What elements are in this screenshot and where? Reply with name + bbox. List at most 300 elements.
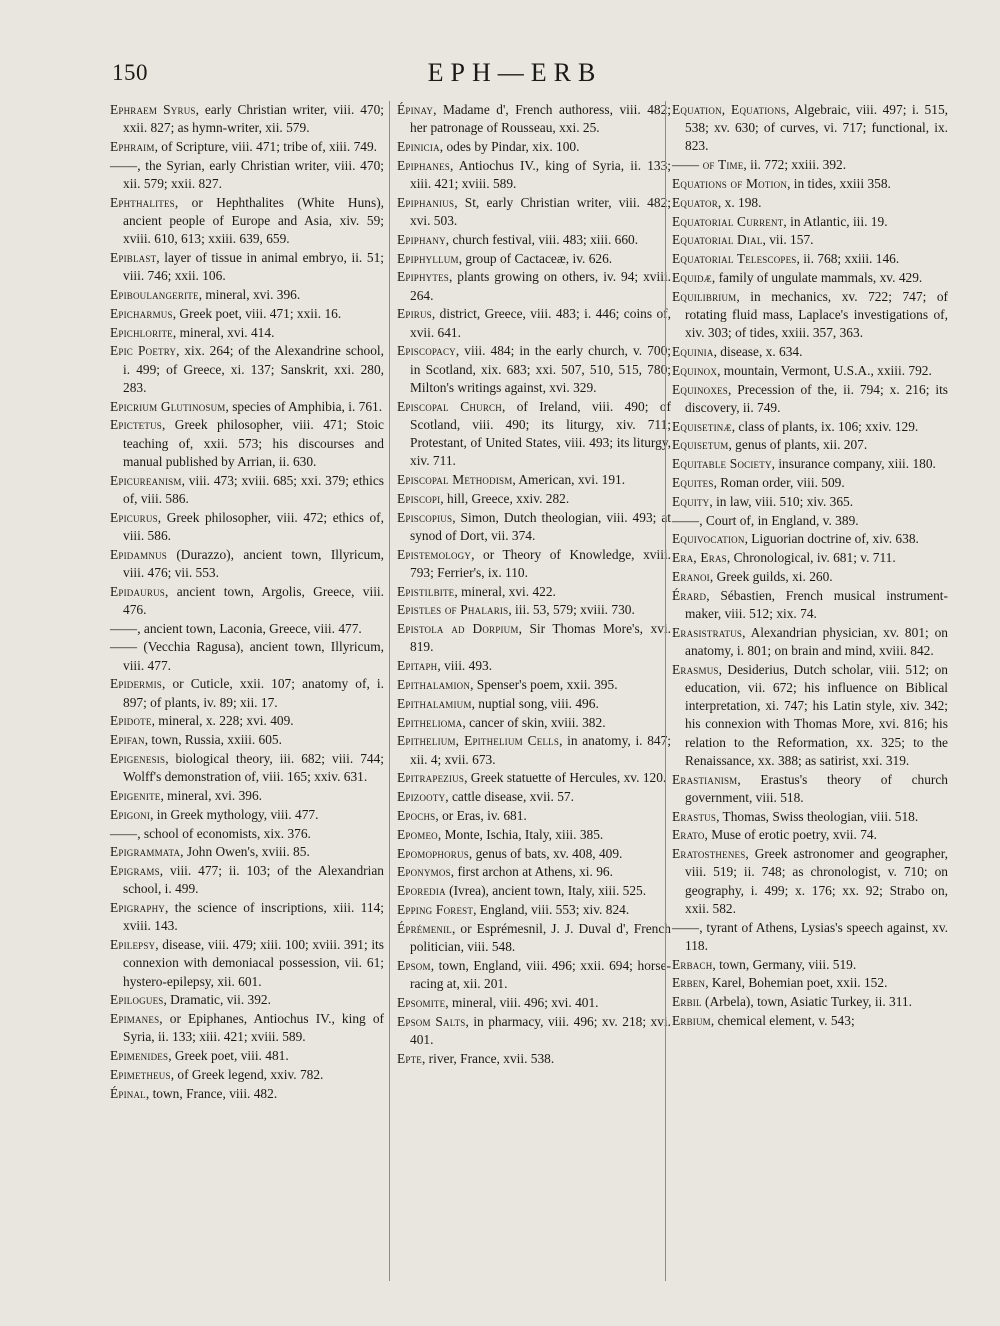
index-entry	[672, 343, 948, 361]
entry-headword: Erben	[672, 975, 706, 991]
index-entry	[397, 863, 671, 881]
entry-references: , Sébastien, French musical instrument-maker, viii. 512; xix. 74.	[685, 587, 948, 621]
index-entry	[110, 750, 384, 786]
entry-headword: Epiphany	[397, 231, 446, 247]
index-entry	[397, 620, 671, 656]
index-entry	[110, 472, 384, 508]
entry-headword: Epifan	[110, 732, 145, 748]
index-entry	[110, 936, 384, 991]
entry-headword: Equilibrium	[672, 288, 737, 304]
entry-headword: Epithelium, Epithelium Cells	[397, 733, 560, 749]
entry-headword: Equinoxes	[672, 381, 728, 397]
index-entry	[110, 1010, 384, 1046]
entry-headword: Epichlorite	[110, 324, 173, 340]
entry-headword: Epicrium Glutinosum	[110, 398, 226, 414]
entry-references: , chemical element, v. 543;	[710, 1012, 855, 1028]
entry-references: , Erastus's theory of church government, viii. 518.	[685, 771, 948, 805]
entry-headword: Erbach	[672, 956, 713, 972]
index-entry	[397, 769, 671, 787]
entry-references: , in Atlantic, iii. 19.	[783, 213, 888, 229]
entry-references: , or Hephthalites (White Huns), ancient people of Europe and Asia, xiv. 59; xviii. 610, 613; xxiii. 639, 659.	[123, 194, 384, 247]
entry-references: , town, France, viii. 482.	[145, 1085, 278, 1101]
entry-references: , town, Russia, xxiii. 605.	[144, 732, 282, 748]
entry-headword: Episcopal Methodism	[397, 472, 513, 487]
entry-references: , river, France, xvii. 538.	[421, 1050, 555, 1066]
index-entry	[110, 249, 384, 285]
entry-references: , Desiderius, Dutch scholar, viii. 512; on education, vii. 672; his influence on Biblical interpretation, xi. 747; his Latin style, xiv. 342; his connexion with Thomas More, xvi. 816; his relation to the Reformation, xx. 325; to the Renaissance, xx. 388; as satirist, xxi. 319.	[685, 661, 948, 768]
entry-references: , Greek poet, viii. 471; xxii. 16.	[172, 305, 342, 321]
entry-headword: Epimanes	[110, 1011, 160, 1027]
index-entry	[672, 288, 948, 343]
entry-headword: Épinay	[397, 102, 434, 117]
entry-references: , Court of, in England, v. 389.	[699, 512, 859, 528]
entry-headword: Epicurus	[110, 509, 158, 525]
entry-headword: Epidamnus	[110, 546, 167, 562]
index-entry	[672, 568, 948, 586]
entry-headword: Eranoi	[672, 568, 710, 584]
entry-headword: Equivocation	[672, 531, 745, 547]
entry-references: , disease, x. 634.	[713, 343, 803, 359]
index-entry	[397, 807, 671, 825]
entry-headword: Epithalamion	[397, 676, 471, 692]
entry-headword: Equatorial Current	[672, 213, 784, 229]
index-entry	[397, 546, 671, 582]
entry-references: , ii. 768; xxiii. 146.	[796, 251, 900, 267]
entry-headword: Epistilbite	[397, 583, 455, 599]
index-entry	[397, 882, 671, 900]
entry-headword: Epictetus	[110, 417, 162, 433]
index-entry	[110, 194, 384, 249]
index-entry	[672, 250, 948, 268]
entry-headword: Equatorial Dial	[672, 232, 763, 248]
index-entry	[672, 771, 948, 807]
entry-references: , church festival, viii. 483; xiii. 660.	[445, 231, 639, 247]
index-entry	[110, 862, 384, 898]
entry-headword: ——	[672, 919, 700, 935]
entry-references: , in tides, xxiii 358.	[787, 176, 891, 191]
index-entry	[397, 398, 671, 471]
entry-headword: Epithalamium	[397, 695, 472, 711]
index-entry	[397, 901, 671, 919]
entry-headword: Equitable Society	[672, 456, 772, 472]
index-entry	[672, 808, 948, 826]
entry-headword: Epochs	[397, 807, 436, 823]
entry-references: , town, England, viii. 496; xxii. 694; horse-racing at, xii. 201.	[410, 957, 671, 991]
index-entry	[672, 845, 948, 918]
entry-references: , Muse of erotic poetry, xvii. 74.	[704, 827, 877, 843]
entry-headword: Epistles of Phalaris	[397, 602, 509, 618]
index-entry	[110, 899, 384, 935]
index-entry	[397, 194, 671, 230]
index-entry	[672, 549, 948, 567]
entry-headword: Epicharmus	[110, 305, 173, 321]
entry-references: , Greek philosopher, viii. 472; ethics of, viii. 586.	[123, 509, 384, 543]
entry-headword: Épinal	[110, 1085, 146, 1101]
entry-references: , insurance company, xiii. 180.	[771, 456, 936, 472]
index-entry	[672, 436, 948, 454]
index-entry	[110, 806, 384, 824]
entry-headword: Epidote	[110, 713, 152, 729]
index-entry	[397, 994, 671, 1012]
entry-references: , Greek astronomer and geographer, viii. 519; ii. 748; as chronologist, v. 710; on geography, i. 499; x. 176; xx. 92; Strabo on, xxii. 582.	[685, 846, 948, 916]
entry-references: , Greek guilds, xi. 260.	[709, 568, 833, 584]
entry-references: , xix. 264; of the Alexandrine school, i. 499; of Greece, xi. 137; Sanskrit, xxi. 280, 283.	[123, 343, 385, 395]
entry-references: , nuptial song, viii. 496.	[471, 695, 599, 711]
entry-references: , or Theory of Knowledge, xviii. 793; Ferrier's, ix. 110.	[410, 546, 671, 580]
entry-references: , in anatomy, i. 847; xii. 4; xvii. 673.	[410, 733, 671, 767]
entry-references: , hill, Greece, xxiv. 282.	[440, 490, 570, 506]
entry-headword: Epigrammata	[110, 844, 181, 860]
index-entry	[397, 157, 671, 193]
entry-headword: Equidæ	[672, 269, 712, 285]
entry-references: (Arbela), town, Asiatic Turkey, ii. 311.	[701, 994, 912, 1010]
index-entry	[110, 1047, 384, 1065]
entry-headword: Epithelioma	[397, 714, 463, 730]
index-entry	[110, 843, 384, 861]
entry-references: , mineral, xvi. 414.	[172, 324, 275, 340]
index-entry	[110, 157, 384, 193]
entry-references: , cattle disease, xvii. 57.	[445, 789, 574, 805]
index-entry	[397, 231, 671, 249]
entry-references: , ii. 772; xxiii. 392.	[743, 157, 847, 173]
index-entry	[397, 957, 671, 993]
entry-references: , mineral, xvi. 422.	[454, 583, 556, 599]
index-entry	[672, 919, 948, 955]
index-entry	[397, 509, 671, 545]
index-entry	[397, 1050, 671, 1068]
index-entry	[672, 455, 948, 473]
entry-headword: Epiphytes	[397, 269, 449, 285]
entry-references: , in pharmacy, viii. 496; xv. 218; xvi. 401.	[410, 1013, 671, 1047]
running-head: EPH—ERB	[427, 58, 603, 87]
entry-references: , iii. 53, 579; xviii. 730.	[508, 602, 635, 618]
entry-headword: Epistemology	[397, 546, 472, 562]
entry-references: , plants growing on others, iv. 94; xviii. 264.	[410, 269, 671, 303]
entry-references: , Sir Thomas More's, xvi. 819.	[410, 621, 671, 655]
entry-references: , Chronological, iv. 681; v. 711.	[726, 550, 896, 566]
entry-headword: Epiphanes	[397, 157, 450, 173]
page-number: 150	[112, 60, 148, 85]
index-entry	[397, 732, 671, 768]
entry-references: , mineral, xvi. 396.	[198, 287, 301, 302]
index-entry	[110, 305, 384, 323]
index-entry	[397, 845, 671, 863]
entry-references: , mineral, x. 228; xvi. 409.	[151, 713, 294, 729]
index-entry	[397, 920, 671, 956]
entry-references: , of Ireland, viii. 490; of Scotland, viii. 490; its liturgy, xiv. 711; Protestant, of United States, viii. 493; its liturgy, xiv. 711.	[410, 398, 671, 469]
index-entry	[672, 362, 948, 380]
entry-headword: Episcopi	[397, 490, 441, 506]
entry-references: , England, viii. 553; xiv. 824.	[473, 901, 630, 917]
entry-headword: Epitaph	[397, 658, 438, 674]
index-entry	[397, 101, 671, 137]
entry-headword: Equisetum	[672, 437, 729, 453]
index-entry	[672, 974, 948, 992]
entry-headword: Epistola ad Dorpium	[397, 621, 519, 637]
entry-references: , Liguorian doctrine of, xiv. 638.	[744, 531, 919, 547]
entry-headword: Epte	[397, 1050, 422, 1066]
entry-references: , of Scripture, viii. 471; tribe of, xiii. 749.	[154, 139, 377, 154]
entry-headword: Epirus	[397, 306, 432, 322]
index-entry	[110, 638, 384, 674]
entry-headword: Epsom Salts	[397, 1013, 466, 1029]
entry-headword: Equatorial Telescopes	[672, 251, 797, 267]
entry-references: , family of ungulate mammals, xv. 429.	[711, 269, 923, 285]
entry-headword: Epigenite	[110, 787, 161, 803]
entry-headword: Erastus	[672, 808, 717, 824]
entry-references: , disease, viii. 479; xiii. 100; xviii. 391; its connexion with demoniacal possession, vii. 61; hystero-epilepsy, xii. 601.	[123, 937, 384, 989]
entry-headword: Epidaurus	[110, 583, 165, 599]
entry-headword: Equinox	[672, 362, 718, 378]
entry-headword: —— of Time	[672, 157, 744, 173]
entry-headword: Equations of Motion	[672, 176, 788, 191]
index-entry	[672, 194, 948, 212]
index-entry	[672, 269, 948, 287]
index-entry	[110, 398, 384, 416]
entry-headword: Epicureanism	[110, 472, 182, 488]
entry-headword: Érard	[672, 587, 707, 603]
index-entry	[397, 601, 671, 619]
index-entry	[672, 493, 948, 511]
entry-headword: Epigrams	[110, 863, 160, 879]
entry-references: , species of Amphibia, i. 761.	[225, 398, 383, 414]
index-entry	[397, 657, 671, 675]
entry-headword: Epsomite	[397, 994, 446, 1010]
entry-references: , John Owen's, xviii. 85.	[180, 844, 310, 860]
entry-headword: Epiblast	[110, 250, 157, 265]
entry-references: , the Syrian, early Christian writer, viii. 470; xii. 579; xxii. 827.	[123, 157, 384, 191]
entry-references: , Antiochus IV., king of Syria, ii. 133; xiii. 421; xviii. 589.	[410, 157, 671, 191]
entry-references: , school of economists, xix. 376.	[137, 825, 311, 841]
entry-references: , Greek statuette of Hercules, xv. 120.	[464, 770, 667, 786]
entry-headword: Ephthalites	[110, 194, 175, 210]
index-entry	[672, 156, 948, 174]
entry-references: , viii. 473; xviii. 685; xxi. 379; ethics of, viii. 586.	[123, 472, 384, 506]
entry-headword: Equity	[672, 493, 710, 509]
index-entry	[110, 620, 384, 638]
entry-headword: Epsom	[397, 957, 431, 973]
index-entry	[672, 512, 948, 530]
entry-references: , Greek poet, viii. 481.	[168, 1048, 289, 1064]
entry-headword: Equisetinæ	[672, 418, 732, 434]
entry-references: , ancient town, Argolis, Greece, viii. 476.	[123, 583, 384, 617]
entry-headword: ——	[110, 620, 138, 636]
index-entry	[110, 286, 384, 304]
entry-headword: Epilepsy	[110, 937, 156, 953]
entry-references: , class of plants, ix. 106; xxiv. 129.	[731, 418, 919, 434]
entry-references: , in mechanics, xv. 722; 747; of rotating fluid mass, Laplace's investigations of, xiv. 303; of tides, xxiii. 357, 363.	[685, 288, 948, 341]
index-entry	[110, 138, 384, 156]
entry-references: , Greek philosopher, viii. 471; Stoic teaching of, xxii. 573; his discourses and manual published by Arrian, ii. 630.	[123, 417, 384, 469]
entry-references: , group of Cactaceæ, iv. 626.	[458, 250, 613, 266]
entry-references: , or Esprémesnil, J. J. Duval d', French politician, viii. 548.	[410, 920, 671, 954]
entry-headword: Erastianism	[672, 771, 738, 787]
entry-references: , Spenser's poem, xxii. 395.	[470, 676, 618, 692]
entry-references: , cancer of skin, xviii. 382.	[462, 714, 606, 730]
index-entry	[110, 101, 384, 137]
index-entry	[397, 676, 671, 694]
entry-headword: Epiphyllum	[397, 250, 459, 266]
entry-references: , Alexandrian physician, xv. 801; on anatomy, i. 801; on brain and mind, xviii. 842.	[685, 624, 948, 658]
index-entry	[672, 418, 948, 436]
index-entry	[672, 993, 948, 1011]
index-entry	[110, 1085, 384, 1103]
entry-headword: Éprémenil	[397, 920, 452, 936]
entry-references: , early Christian writer, viii. 470; xxii. 827; as hymn-writer, xii. 579.	[123, 102, 384, 136]
index-entry	[672, 474, 948, 492]
entry-references: , St, early Christian writer, viii. 482; xvi. 503.	[410, 194, 671, 228]
entry-headword: Eponymos	[397, 864, 451, 880]
index-entry	[110, 731, 384, 749]
index-column-1	[110, 101, 384, 1104]
entry-headword: Erasistratus	[672, 624, 743, 640]
entry-references: , vii. 157.	[762, 232, 814, 248]
entry-references: , district, Greece, viii. 483; i. 446; coins of, xvii. 641.	[410, 306, 671, 340]
entry-references: , odes by Pindar, xix. 100.	[439, 139, 580, 154]
entry-references: , or Cuticle, xxii. 107; anatomy of, i. 897; of plants, iv. 89; xii. 17.	[123, 676, 384, 710]
entry-headword: Epidermis	[110, 676, 162, 692]
entry-references: , American, xvi. 191.	[512, 472, 626, 487]
column-divider-1	[389, 101, 390, 1281]
entry-references: , Roman order, viii. 509.	[713, 474, 845, 490]
entry-references: , or Eras, iv. 681.	[435, 807, 527, 823]
entry-references: , layer of tissue in animal embryo, ii. 51; viii. 746; xxii. 106.	[123, 250, 384, 284]
index-entry	[397, 471, 671, 489]
entry-references: , or Epiphanes, Antiochus IV., king of Syria, ii. 133; xiii. 421; xviii. 589.	[123, 1011, 384, 1045]
index-entry	[672, 175, 948, 193]
entry-headword: Equinia	[672, 343, 714, 359]
entry-headword: Epping Forest	[397, 901, 474, 917]
index-entry	[110, 991, 384, 1009]
index-entry	[397, 250, 671, 268]
entry-references: , in law, viii. 510; xiv. 365.	[709, 493, 854, 509]
index-entry	[110, 787, 384, 805]
index-entry	[110, 324, 384, 342]
entry-references: , Madame d', French authoress, viii. 482; her patronage of Rousseau, xxi. 25.	[410, 102, 671, 136]
entry-headword: Erato	[672, 827, 705, 843]
entry-headword: Epitrapezius	[397, 770, 465, 786]
index-entry	[672, 826, 948, 844]
entry-references: , Monte, Ischia, Italy, xiii. 385.	[437, 826, 604, 842]
index-entry	[110, 1066, 384, 1084]
index-entry	[672, 661, 948, 770]
entry-references: , viii. 493.	[437, 658, 493, 674]
entry-headword: ——	[110, 825, 138, 841]
entry-headword: Epilogues	[110, 992, 164, 1008]
entry-headword: Erbil	[672, 994, 702, 1010]
index-entry	[110, 675, 384, 711]
entry-headword: Equator	[672, 194, 718, 210]
entry-references: , x. 198.	[717, 194, 762, 210]
entry-references: , genus of plants, xii. 207.	[728, 437, 868, 453]
index-entry	[110, 825, 384, 843]
index-entry	[110, 416, 384, 471]
index-entry	[397, 583, 671, 601]
entry-headword: Era, Eras	[672, 550, 727, 566]
index-column-2	[397, 101, 671, 1068]
entry-headword: Episcopal Church	[397, 398, 502, 414]
entry-headword: Ephraim	[110, 139, 155, 154]
entry-references: , biological theory, iii. 682; viii. 744; Wolff's demonstration of, viii. 165; xxiv. 631.	[123, 750, 384, 785]
index-entry	[672, 213, 948, 231]
index-entry	[672, 530, 948, 548]
entry-references: (Vecchia Ragusa), ancient town, Illyricum, viii. 477.	[123, 639, 384, 673]
entry-references: , of Greek legend, xxiv. 782.	[170, 1066, 324, 1082]
entry-references: , viii. 477; ii. 103; of the Alexandrian school, i. 499.	[123, 863, 384, 897]
index-entry	[397, 490, 671, 508]
entry-headword: Epigoni	[110, 806, 151, 822]
entry-headword: Epomophorus	[397, 845, 469, 861]
index-entry	[397, 788, 671, 806]
entry-headword: Erasmus	[672, 661, 719, 677]
index-entry	[397, 305, 671, 341]
entry-headword: ——	[672, 512, 700, 528]
entry-headword: Epomeo	[397, 826, 438, 842]
entry-headword: Epigenesis	[110, 750, 166, 766]
entry-references: , mineral, xvi. 396.	[160, 787, 263, 803]
index-entry	[397, 1013, 671, 1049]
index-entry	[110, 546, 384, 582]
entry-headword: ——	[110, 639, 138, 655]
entry-headword: Episcopius	[397, 509, 453, 525]
column-divider-2	[665, 101, 666, 1281]
index-entry	[672, 231, 948, 249]
entry-headword: Eporedia	[397, 883, 446, 899]
index-entry	[397, 342, 671, 397]
entry-headword: Ephraem Syrus	[110, 102, 196, 117]
entry-references: , genus of bats, xv. 408, 409.	[468, 845, 623, 861]
entry-headword: Epimenides	[110, 1048, 169, 1064]
entry-headword: Erbium	[672, 1012, 711, 1028]
index-entry	[672, 956, 948, 974]
entry-references: , Karel, Bohemian poet, xxii. 152.	[705, 975, 888, 991]
index-entry	[672, 587, 948, 623]
entry-references: , Thomas, Swiss theologian, viii. 518.	[716, 808, 919, 824]
index-entry	[397, 695, 671, 713]
index-entry	[110, 342, 384, 397]
entry-references: , in Greek mythology, viii. 477.	[150, 806, 319, 822]
entry-references: , town, Germany, viii. 519.	[712, 956, 857, 972]
index-entry	[672, 381, 948, 417]
entry-headword: Epigraphy	[110, 900, 165, 916]
entry-references: (Ivrea), ancient town, Italy, xiii. 525.	[445, 883, 647, 899]
entry-references: , tyrant of Athens, Lysias's speech against, xv. 118.	[685, 919, 948, 953]
index-entry	[397, 268, 671, 304]
entry-references: , the science of inscriptions, xiii. 114; xviii. 143.	[123, 900, 384, 934]
index-entry	[110, 583, 384, 619]
entry-headword: Episcopacy	[397, 343, 456, 359]
entry-references: , first archon at Athens, xi. 96.	[450, 864, 613, 880]
index-entry	[397, 826, 671, 844]
entry-headword: Epiphanius	[397, 194, 455, 210]
entry-headword: Epiboulangerite	[110, 287, 199, 302]
entry-references: , viii. 484; in the early church, v. 700; in Scotland, xix. 683; xxi. 507, 510, 515, 780; Milton's writings against, xvi. 329.	[410, 343, 671, 395]
entry-references: , Dramatic, vii. 392.	[163, 992, 271, 1008]
index-column-3	[672, 101, 948, 1031]
entry-headword: Epizooty	[397, 789, 446, 805]
entry-headword: ——	[110, 157, 138, 173]
entry-references: , ancient town, Laconia, Greece, viii. 477.	[137, 620, 362, 636]
index-entry	[110, 509, 384, 545]
index-entry	[672, 624, 948, 660]
index-entry	[110, 712, 384, 730]
entry-headword: Eratosthenes	[672, 846, 746, 862]
index-entry	[397, 138, 671, 156]
entry-headword: Equites	[672, 474, 714, 490]
entry-headword: Epinicia	[397, 139, 440, 154]
entry-headword: Epimetheus	[110, 1066, 171, 1082]
entry-references: , Simon, Dutch theologian, viii. 493; at synod of Dort, vii. 374.	[410, 509, 671, 543]
